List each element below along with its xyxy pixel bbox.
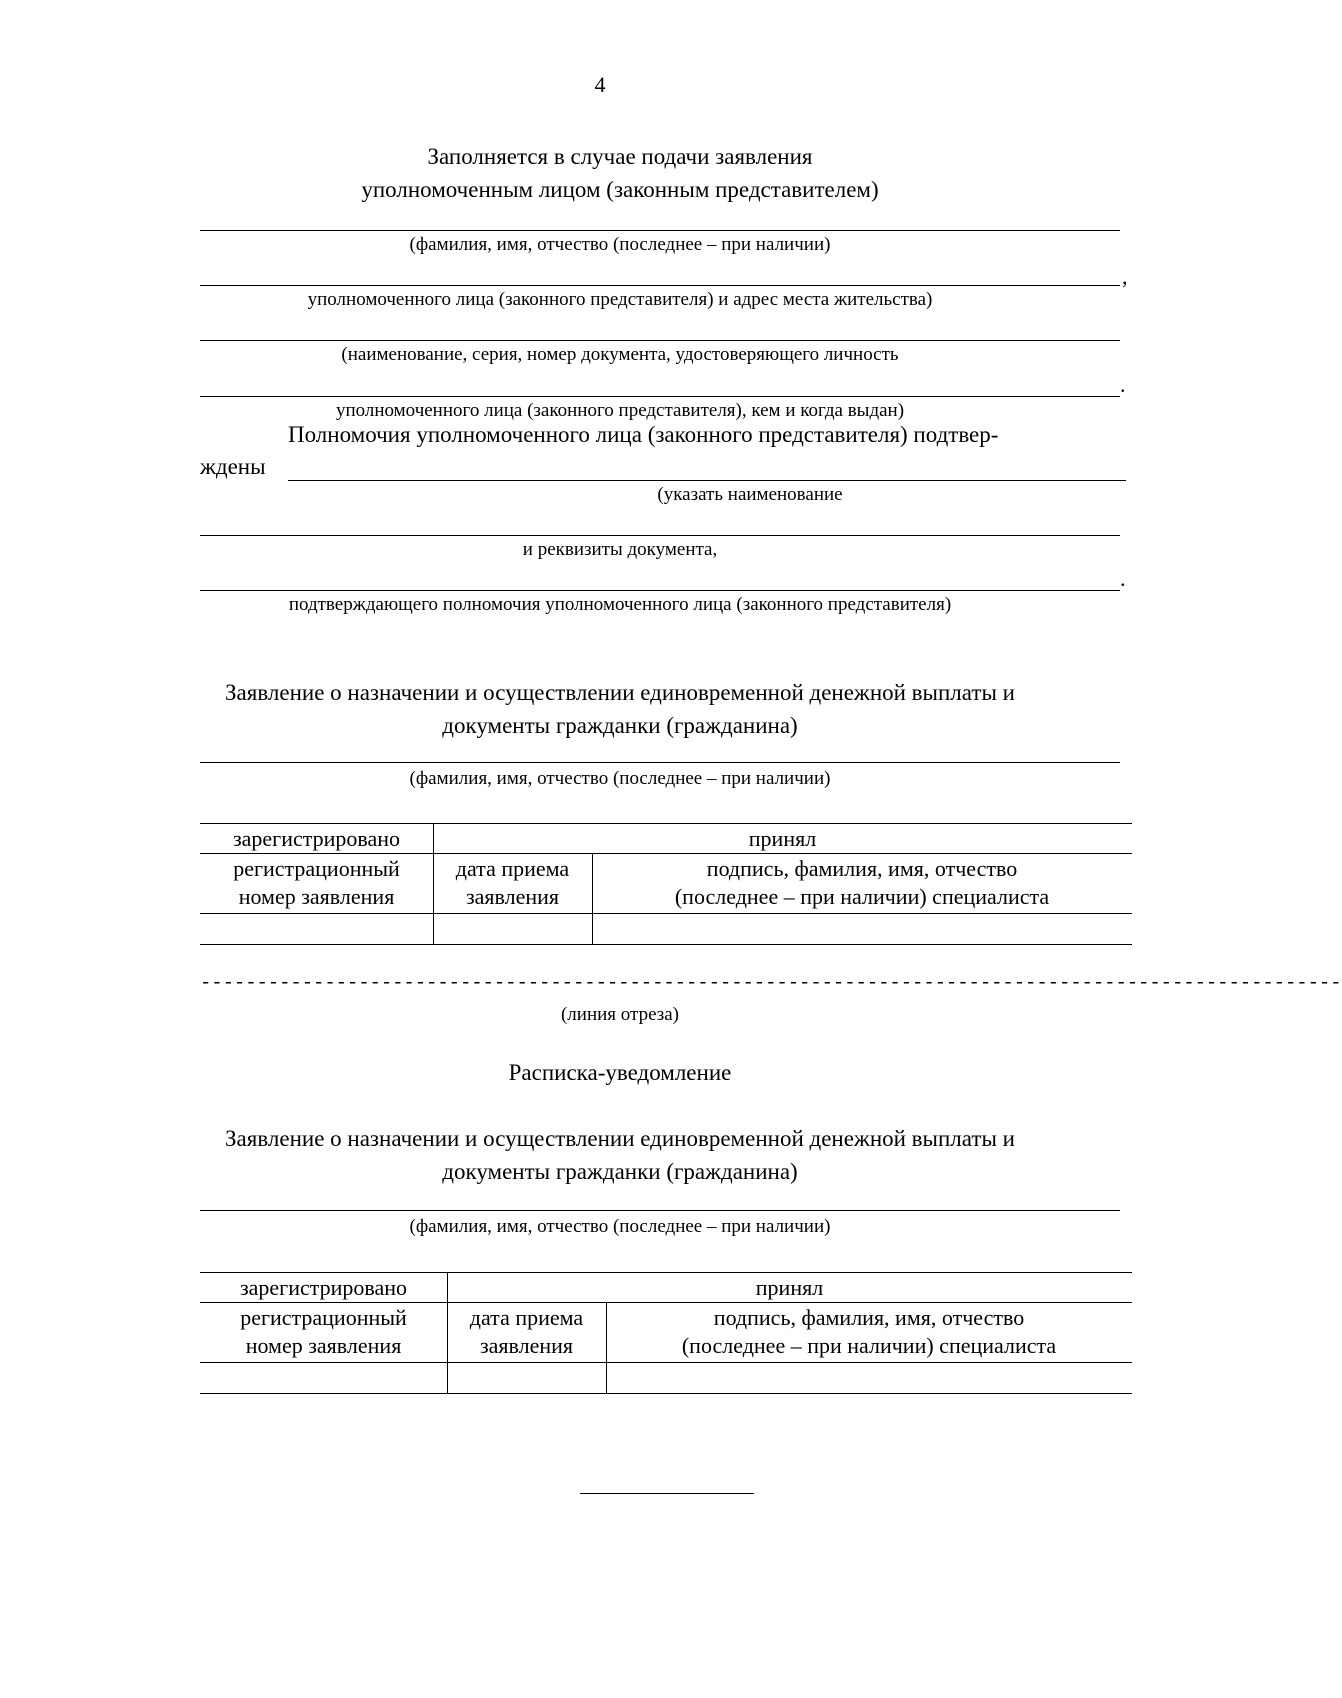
representative-heading-line2: уполномоченным лицом (законным представителем) xyxy=(361,177,879,202)
table-border-top xyxy=(200,823,1132,824)
table-border-bottom xyxy=(200,944,1132,945)
application-heading xyxy=(160,676,1080,742)
reg-number-cell[interactable] xyxy=(202,1364,445,1392)
application-fio-field-line[interactable] xyxy=(200,762,1120,763)
signature-header xyxy=(606,1304,1132,1360)
powers-line2: ждены xyxy=(200,454,266,479)
signature-cell[interactable] xyxy=(595,915,1130,943)
table-border xyxy=(200,1362,1132,1363)
date-cell[interactable] xyxy=(450,1364,604,1392)
period-mark-2: . xyxy=(1120,566,1126,591)
table-border xyxy=(200,853,1132,854)
registered-header: зарегистрировано xyxy=(232,826,401,851)
caption-details: и реквизиты документа, xyxy=(522,539,718,560)
representative-heading-line1: Заполняется в случае подачи заявления xyxy=(427,144,813,169)
receipt-fio-field-line[interactable] xyxy=(200,1210,1120,1211)
date-header xyxy=(433,855,592,911)
document-issued-field-line[interactable] xyxy=(200,396,1120,397)
document-field-line[interactable] xyxy=(200,340,1120,341)
table-border xyxy=(200,913,1132,914)
receipt-heading-line2: документы гражданки (гражданина) xyxy=(442,1159,798,1184)
table-border-bottom xyxy=(200,1393,1132,1394)
signature-header-line2: (последнее – при наличии) специалиста xyxy=(681,1333,1057,1358)
fio-field-line[interactable] xyxy=(200,230,1120,231)
table-border xyxy=(200,1302,1132,1303)
date-header-line2: заявления xyxy=(479,1333,574,1358)
date-header-line1: дата приема xyxy=(469,1305,584,1330)
signature-header xyxy=(592,855,1132,911)
receipt-registration-table xyxy=(200,1272,1132,1394)
address-field-line[interactable] xyxy=(200,285,1120,286)
reg-number-header-line1: регистрационный xyxy=(240,1305,407,1330)
reg-number-header xyxy=(200,855,433,911)
confirming-field-line[interactable] xyxy=(200,590,1120,591)
powers-field-line[interactable] xyxy=(288,480,1126,481)
signature-header-line1: подпись, фамилия, имя, отчество xyxy=(706,856,1018,881)
reg-number-cell[interactable] xyxy=(202,915,431,943)
accepted-header: принял xyxy=(755,1275,824,1300)
application-caption-fio: (фамилия, имя, отчество (последнее – при наличии) xyxy=(409,768,831,789)
signature-header-line2: (последнее – при наличии) специалиста xyxy=(674,884,1050,909)
date-header-line2: заявления xyxy=(465,884,560,909)
reg-number-header-line1: регистрационный xyxy=(233,856,400,881)
caption-address: уполномоченного лица (законного представителя) и адрес места жительства) xyxy=(307,289,933,310)
receipt-heading xyxy=(160,1122,1080,1188)
registered-header: зарегистрировано xyxy=(239,1275,408,1300)
signature-cell[interactable] xyxy=(609,1364,1130,1392)
reg-number-header xyxy=(200,1304,447,1360)
caption-confirming: подтверждающего полномочия уполномоченного лица (законного представителя) xyxy=(288,594,952,615)
application-heading-line2: документы гражданки (гражданина) xyxy=(442,713,798,738)
cut-line-caption: (линия отреза) xyxy=(560,1004,680,1025)
page-number: 4 xyxy=(594,72,606,97)
reg-number-header-line2: номер заявления xyxy=(245,1333,402,1358)
receipt-heading-line1: Заявление о назначении и осуществлении единовременной денежной выплаты и xyxy=(225,1126,1015,1151)
comma-mark: , xyxy=(1122,264,1128,289)
date-header-line1: дата приема xyxy=(455,856,570,881)
caption-issued: уполномоченного лица (законного представителя), кем и когда выдан) xyxy=(335,400,905,421)
reg-number-header-line2: номер заявления xyxy=(238,884,395,909)
period-mark: . xyxy=(1120,372,1126,397)
cut-line-dashes: ----------------------------------------------------------------------------------------------------- xyxy=(200,972,1342,994)
caption-document: (наименование, серия, номер документа, удостоверяющего личность xyxy=(341,344,899,365)
caption-fio: (фамилия, имя, отчество (последнее – при наличии) xyxy=(409,234,831,255)
details-field-line[interactable] xyxy=(200,535,1120,536)
powers-line1: Полномочия уполномоченного лица (законного представителя) подтвер- xyxy=(288,422,999,447)
signature-header-line1: подпись, фамилия, имя, отчество xyxy=(713,1305,1025,1330)
application-heading-line1: Заявление о назначении и осуществлении единовременной денежной выплаты и xyxy=(225,680,1015,705)
date-header xyxy=(447,1304,606,1360)
end-of-document-rule xyxy=(580,1493,754,1494)
table-border-top xyxy=(200,1272,1132,1273)
receipt-caption-fio: (фамилия, имя, отчество (последнее – при наличии) xyxy=(409,1216,831,1237)
accepted-header: принял xyxy=(748,826,817,851)
receipt-title: Расписка-уведомление xyxy=(508,1060,732,1085)
representative-heading xyxy=(180,140,1060,206)
caption-specify: (указать наименование xyxy=(657,484,843,505)
date-cell[interactable] xyxy=(436,915,590,943)
application-registration-table xyxy=(200,823,1132,945)
